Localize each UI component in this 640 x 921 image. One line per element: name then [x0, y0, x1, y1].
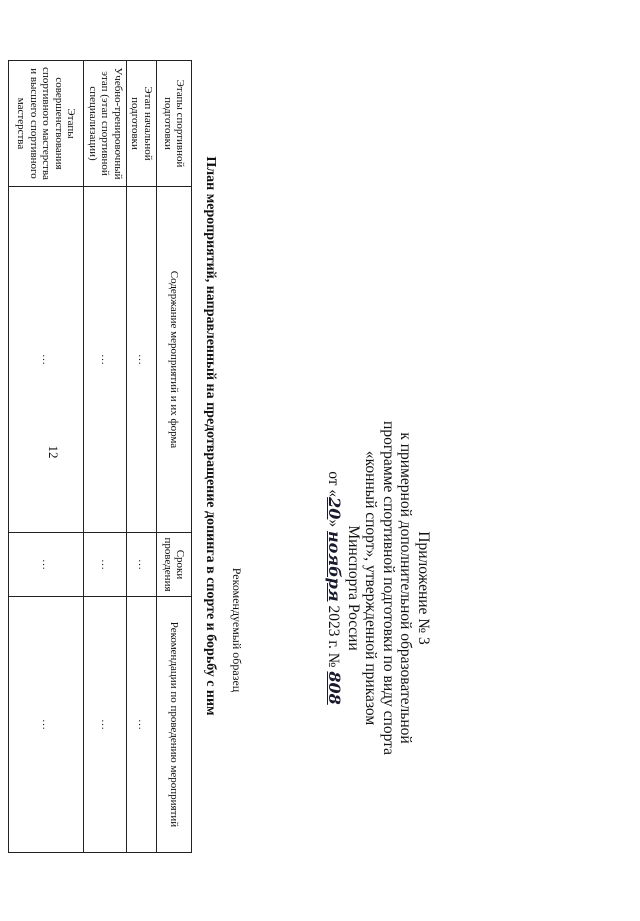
table-row: [9, 61, 84, 853]
order-prefix: от «: [325, 471, 343, 498]
appendix-line-2: программе спортивной подготовки по виду спорта: [380, 421, 397, 755]
appendix-line-4: Минспорта России: [345, 525, 362, 651]
appendix-line-3: «конный спорт», утвержденной приказом: [362, 450, 380, 726]
header-recommendations: Рекомендации по проведению мероприятий: [157, 597, 192, 853]
row-content: …: [127, 187, 157, 533]
row-recommendations: …: [84, 597, 127, 853]
order-line: [325, 358, 344, 818]
recommended-sample-label: Рекомендуемый образец: [230, 567, 244, 693]
header-content: Содержание мероприятий и их форма: [157, 187, 192, 533]
order-number-handwritten: 808: [325, 671, 345, 705]
order-day-handwritten: 20: [325, 497, 345, 520]
header-dates: Сроки проведения: [157, 533, 192, 597]
row-content: …: [84, 187, 127, 533]
row-content: …: [9, 187, 84, 533]
row-stage: Этап начальной подготовки: [127, 61, 157, 187]
appendix-line-1: к примерной дополнительной образовательной: [397, 432, 415, 744]
header-stages: Этапы спортивной подготовки: [157, 61, 192, 187]
plan-title: План мероприятий, направленный на предотвращение допинга в спорте и борьбу с ним: [203, 156, 218, 716]
order-year: 2023 г. №: [325, 601, 343, 672]
row-recommendations: …: [9, 597, 84, 853]
document-header: [203, 0, 432, 880]
order-separator: »: [325, 519, 343, 532]
row-stage: Учебно-тренировочный этап (этап спортивной специализации): [84, 61, 127, 187]
appendix-title: Приложение № 3: [415, 531, 432, 645]
row-dates: …: [84, 533, 127, 597]
appendix-block: [325, 358, 432, 818]
table-row: [127, 61, 157, 853]
rotated-document-sheet: [2, 0, 432, 880]
page-number: 12: [46, 445, 61, 459]
row-recommendations: …: [127, 597, 157, 853]
order-month-handwritten: ноября: [325, 531, 345, 602]
table-row: [84, 61, 127, 853]
table-header-row: [157, 61, 192, 853]
row-dates: …: [9, 533, 84, 597]
events-plan-table: [8, 60, 192, 853]
row-stage: Этапы совершенствования спортивного мастерства и высшего спортивного мастерства: [9, 61, 84, 187]
row-dates: …: [127, 533, 157, 597]
